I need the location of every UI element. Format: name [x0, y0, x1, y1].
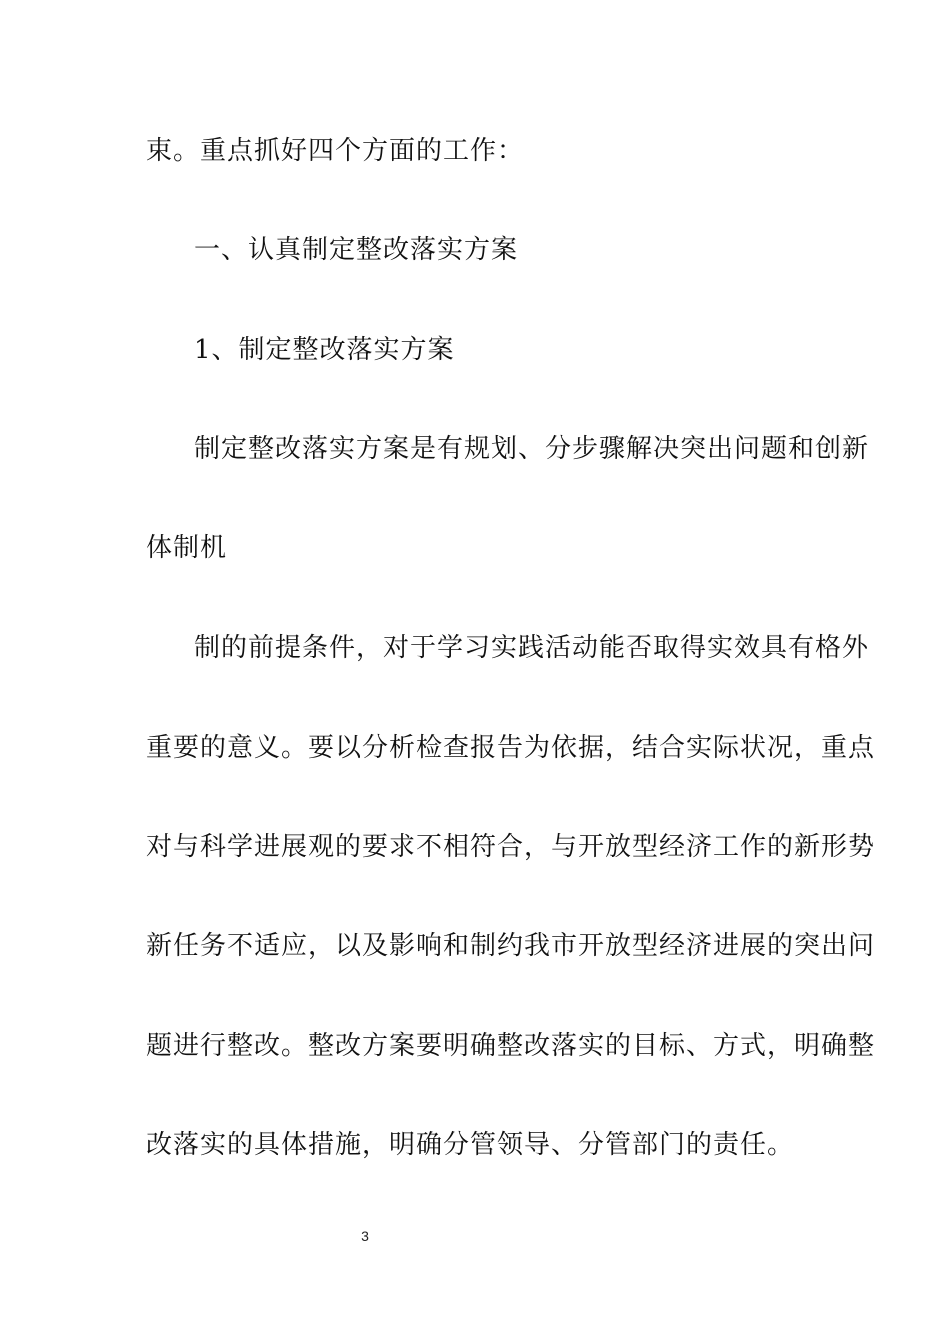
page-number: 3 [361, 1228, 369, 1244]
paragraph-line: 重要的意义。要以分析检查报告为依据，结合实际状况，重点 [146, 733, 876, 763]
paragraph-line: 制定整改落实方案是有规划、分步骤解决突出问题和创新 [194, 434, 870, 464]
paragraph-line: 束。重点抓好四个方面的工作： [146, 136, 525, 166]
paragraph-line: 新任务不适应，以及影响和制约我市开放型经济进展的突出问 [146, 931, 876, 961]
paragraph-line: 题进行整改。整改方案要明确整改落实的目标、方式，明确整 [146, 1031, 876, 1061]
paragraph-line: 改落实的具体措施，明确分管领导、分管部门的责任。 [146, 1130, 795, 1160]
section-heading: 一、认真制定整改落实方案 [194, 235, 519, 265]
subsection-heading: 1、制定整改落实方案 [194, 335, 455, 365]
paragraph-line: 对与科学进展观的要求不相符合，与开放型经济工作的新形势 [146, 832, 876, 862]
paragraph-line: 制的前提条件，对于学习实践活动能否取得实效具有格外 [194, 633, 870, 663]
paragraph-line: 体制机 [146, 533, 228, 563]
